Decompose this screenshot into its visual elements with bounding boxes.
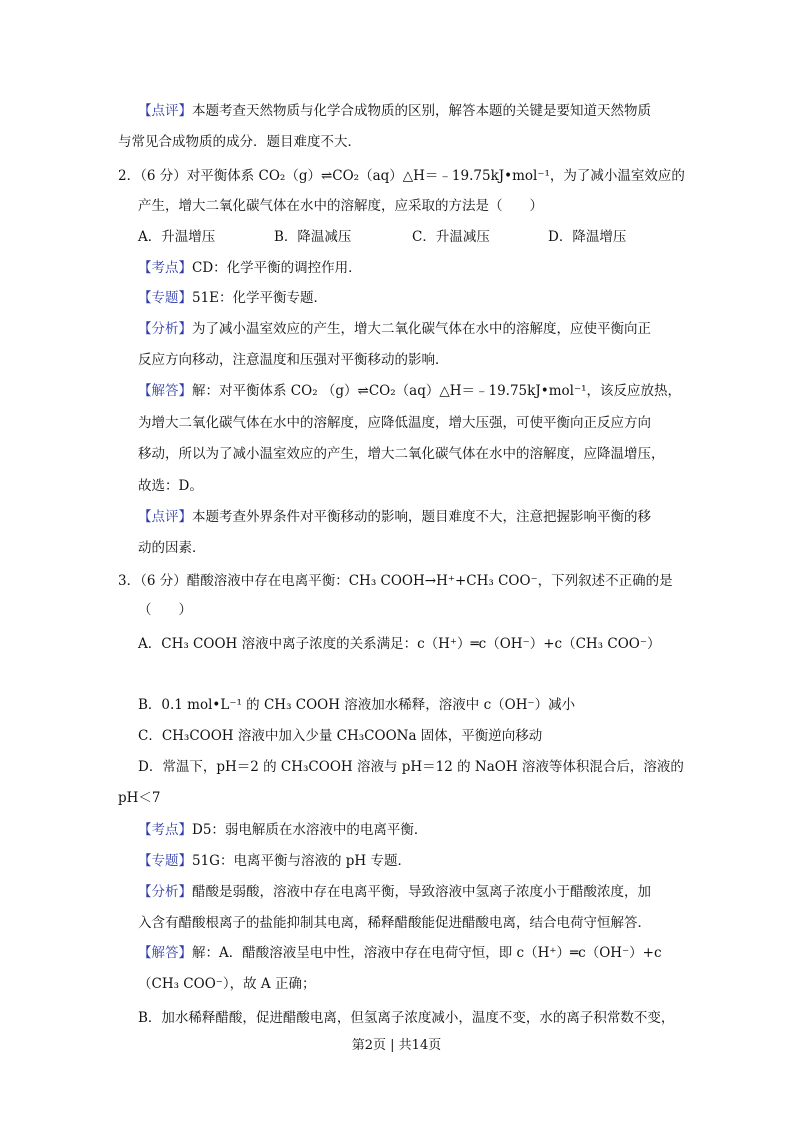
line-text: pH＜7 [118, 790, 161, 806]
text-line [138, 695, 575, 715]
line-text: （CH₃ COO⁻），故 A 正确； [138, 976, 316, 992]
line-text: 故选：D。 [138, 478, 203, 494]
line-text: 解：对平衡体系 CO₂ （g）⇌CO₂（aq）△H＝﹣19.75kJ•mol⁻¹，该反应放热， [192, 383, 681, 399]
text-line [118, 788, 161, 808]
question-2-options [138, 227, 626, 247]
text-line [138, 726, 542, 746]
line-text: 3．（6 分）醋酸溶液中存在电离平衡：CH₃ COOH→H⁺+CH₃ COO⁻，下列叙述不正确的是 [118, 573, 673, 589]
section-tag: 【点评】 [138, 103, 192, 119]
line-text: B．0.1 mol•L⁻¹ 的 CH₃ COOH 溶液加水稀释，溶液中 c（OH⁻）减小 [138, 697, 576, 713]
line-text: 解：A．醋酸溶液呈电中性，溶液中存在电荷守恒，即 c（H⁺）═c（OH⁻）+c [192, 945, 662, 961]
text-line [138, 101, 651, 121]
text-line [138, 476, 203, 496]
text-line [138, 288, 327, 308]
line-text: 移动，所以为了减小温室效应的产生，增大二氧化碳气体在水中的溶解度，应降温增压， [138, 446, 665, 462]
option-d: D．降温增压 [548, 229, 627, 245]
text-line [138, 381, 681, 401]
line-text: 本题考查外界条件对平衡移动的影响，题目难度不大，注意把握影响平衡的移 [192, 509, 651, 525]
text-line [138, 319, 651, 339]
section-tag: 【考点】 [138, 260, 192, 276]
text-line [138, 1008, 674, 1028]
line-text: 产生，增大二氧化碳气体在水中的溶解度，应采取的方法是（ ） [138, 198, 543, 214]
line-text: 2．（6 分）对平衡体系 CO₂（g）⇌CO₂（aq）△H＝﹣19.75kJ•mol⁻¹，为了减小温室效应的 [118, 168, 685, 184]
line-text: 为了减小温室效应的产生，增大二氧化碳气体在水中的溶解度，应使平衡向正 [192, 321, 651, 337]
line-text: D5：弱电解质在水溶液中的电离平衡． [192, 822, 428, 838]
text-line [138, 258, 362, 278]
text-line [138, 350, 449, 370]
line-text: 动的因素． [138, 540, 206, 556]
line-text: 本题考查天然物质与化学合成物质的区别，解答本题的关键是要知道天然物质 [192, 103, 651, 119]
line-text: 为增大二氧化碳气体在水中的溶解度，应降低温度，增大压强，可使平衡向正反应方向 [138, 415, 651, 431]
section-tag: 【解答】 [138, 383, 192, 399]
section-tag: 【专题】 [138, 853, 192, 869]
text-line [138, 757, 684, 777]
section-tag: 【点评】 [138, 509, 192, 525]
line-text: 51G：电离平衡与溶液的 pH 专题． [192, 853, 411, 869]
line-text: 51E：化学平衡专题． [192, 290, 328, 306]
text-line [138, 943, 662, 963]
line-text: C．CH₃COOH 溶液中加入少量 CH₃COONa 固体，平衡逆向移动 [138, 728, 543, 744]
line-text: CD：化学平衡的调控作用． [192, 260, 362, 276]
option-c: C．升温减压 [412, 229, 490, 245]
line-text: （ ） [138, 602, 192, 618]
text-line [138, 974, 315, 994]
section-tag: 【分析】 [138, 884, 192, 900]
section-tag: 【专题】 [138, 290, 192, 306]
section-tag: 【分析】 [138, 321, 192, 337]
section-tag: 【考点】 [138, 822, 192, 838]
text-line [138, 820, 427, 840]
text-line [138, 444, 665, 464]
text-line [118, 571, 673, 591]
text-line [138, 634, 660, 654]
text-line [138, 851, 411, 871]
text-line [138, 507, 651, 527]
line-text: 入含有醋酸根离子的盐能抑制其电离，稀释醋酸能促进醋酸电离，结合电荷守恒解答． [138, 915, 651, 931]
text-line [138, 413, 651, 433]
line-text: B．加水稀释醋酸，促进醋酸电离，但氢离子浓度减小，温度不变，水的离子积常数不变， [138, 1010, 675, 1026]
option-a: A．升温增压 [138, 229, 216, 245]
section-tag: 【解答】 [138, 945, 192, 961]
text-line [138, 600, 192, 620]
line-text: A．CH₃ COOH 溶液中离子浓度的关系满足：c（H⁺）═c（OH⁻）+c（CH₃ COO⁻） [138, 636, 661, 652]
text-line [118, 132, 361, 152]
line-text: D．常温下，pH＝2 的 CH₃COOH 溶液与 pH＝12 的 NaOH 溶液等体积混合后，溶液的 [138, 759, 684, 775]
text-line [138, 913, 651, 933]
text-line [118, 166, 685, 186]
text-line [138, 538, 206, 558]
page-footer: 第2页 | 共14页 [351, 1038, 442, 1053]
line-text: 醋酸是弱酸，溶液中存在电离平衡，导致溶液中氢离子浓度小于醋酸浓度，加 [192, 884, 651, 900]
line-text: 与常见合成物质的成分．题目难度不大． [118, 134, 361, 150]
line-text: 反应方向移动，注意温度和压强对平衡移动的影响． [138, 352, 449, 368]
text-line [138, 196, 543, 216]
option-b: B．降温减压 [274, 229, 352, 245]
text-line [138, 882, 651, 902]
